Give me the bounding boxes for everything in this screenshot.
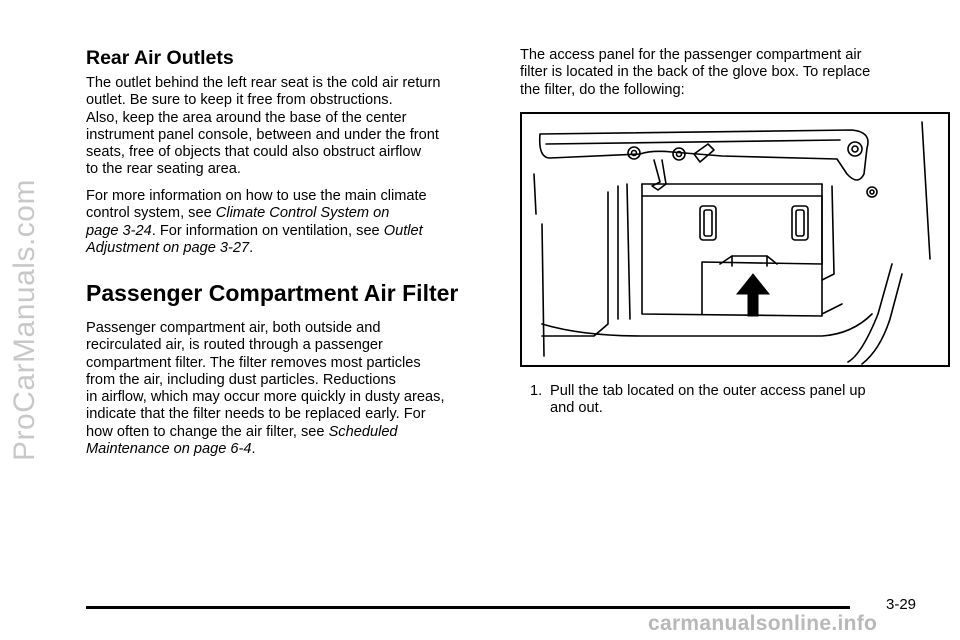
- section-title: Rear Air Outlets: [86, 47, 234, 69]
- text-line: instrument panel console, between and under the front: [86, 126, 439, 143]
- page-number: 3-29: [886, 596, 917, 613]
- glove-box-illustration: [520, 112, 950, 367]
- text-run: . For information on ventilation, see: [151, 222, 384, 239]
- text-line: [86, 424, 496, 441]
- text-line: recirculated air, is routed through a passenger: [86, 337, 383, 354]
- text-line: [86, 240, 496, 257]
- text-line: indicate that the filter needs to be replaced early. For: [86, 406, 426, 423]
- text-line: [86, 223, 496, 240]
- footer-site-logo: carmanualsonline.info: [648, 612, 878, 635]
- text-line: Also, keep the area around the base of the center: [86, 109, 407, 126]
- text-line: The outlet behind the left rear seat is the cold air return: [86, 75, 441, 91]
- link-scheduled-maintenance-page[interactable]: Maintenance on page 6-4: [86, 441, 252, 458]
- text-line: outlet. Be sure to keep it free from obstructions.: [86, 92, 393, 109]
- side-watermark: [6, 0, 44, 640]
- text-line: to the rear seating area.: [86, 161, 241, 178]
- text-line: from the air, including dust particles. Reductions: [86, 371, 396, 388]
- text-run: .: [251, 441, 256, 458]
- main-title: Passenger Compartment Air Filter: [86, 280, 459, 306]
- watermark-text: ProCarManuals.com: [8, 179, 41, 461]
- paragraph-access-panel: [520, 47, 930, 99]
- text-run: how often to change the air filter, see: [86, 423, 329, 440]
- text-line: in airflow, which may occur more quickly in dusty areas,: [86, 389, 445, 406]
- paragraph-rear-outlets: [86, 75, 496, 179]
- text-line: The access panel for the passenger compartment air: [520, 47, 862, 63]
- step-text: [550, 383, 866, 418]
- text-line: For more information on how to use the main climate: [86, 188, 427, 204]
- link-scheduled-maintenance[interactable]: Scheduled: [328, 423, 398, 440]
- text-run: .: [249, 239, 254, 256]
- text-line: the filter, do the following:: [520, 81, 685, 98]
- link-outlet-adjustment[interactable]: Outlet: [383, 222, 423, 239]
- link-climate-control-system[interactable]: Climate Control System on: [215, 205, 390, 222]
- text-line: seats, free of objects that could also obstruct airflow: [86, 144, 422, 161]
- text-line: filter is located in the back of the glove box. To replace: [520, 64, 871, 81]
- link-outlet-adjustment-page[interactable]: Adjustment on page 3-27: [86, 239, 250, 256]
- paragraph-more-info: [86, 188, 496, 257]
- step-number: 1.: [530, 383, 543, 399]
- paragraph-air-filter: [86, 320, 496, 458]
- footer-rule: [86, 606, 850, 609]
- text-run: control system, see: [86, 205, 216, 222]
- text-line: and out.: [550, 400, 603, 417]
- text-line: [86, 205, 496, 222]
- text-line: Pull the tab located on the outer access panel up: [550, 383, 866, 399]
- link-climate-control-page[interactable]: page 3-24: [86, 222, 152, 239]
- text-line: compartment filter. The filter removes most particles: [86, 354, 421, 371]
- text-line: [86, 441, 496, 458]
- glove-box-line-drawing: [522, 114, 948, 365]
- text-line: Passenger compartment air, both outside and: [86, 320, 381, 336]
